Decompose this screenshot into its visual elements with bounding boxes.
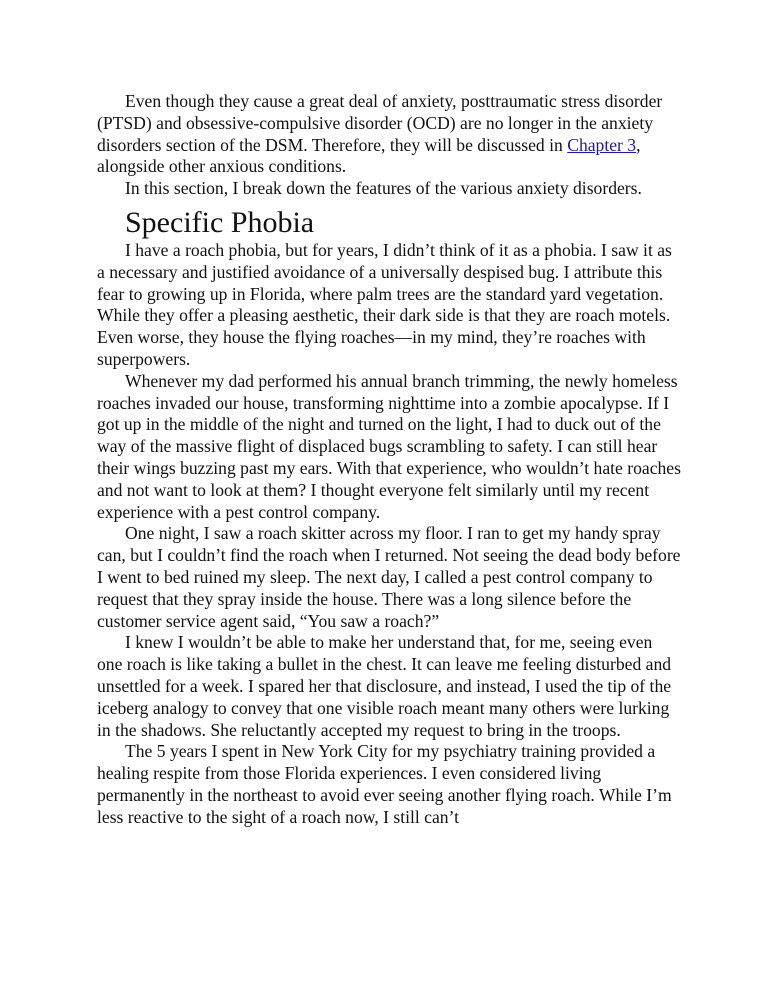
intro-paragraph-2: In this section, I break down the features of the various anxiety disorders. [125,178,642,199]
intro-text-after-link: , alongside other anxious conditions. [97,134,641,177]
intro-text-before-link: Even though they cause a great deal of anxiety, posttraumatic stress disorder (PTSD) and obsessive-compulsive disorder (OCD) are no longer in the anxiety disorders section of the DSM. Therefore, they will be discussed in [97,91,663,155]
text-column [97,91,682,829]
body-paragraph: Whenever my dad performed his annual branch trimming, the newly homeless roaches invaded our house, transforming nighttime into a zombie apocalypse. If I got up in the middle of the night and turned on the light, I had to duck out of the way of the massive flight of displaced bugs scrambling to safety. I can still hear their wings buzzing past my ears. With that experience, who wouldn’t hate roaches and not want to look at them? I thought everyone felt similarly until my recent experience with a pest control company. [97,370,681,522]
section-heading: Specific Phobia [125,205,315,239]
body-paragraph: I have a roach phobia, but for years, I didn’t think of it as a phobia. I saw it as a necessary and justified avoidance of a universally despised bug. I attribute this fear to growing up in Florida, where palm trees are the standard yard vegetation. While they offer a pleasing aesthetic, their dark side is that they are roach motels. Even worse, they house the flying roaches—in my mind, they’re roaches with superpowers. [97,239,672,369]
body-paragraph: One night, I saw a roach skitter across my floor. I ran to get my handy spray can, but I couldn’t find the roach when I returned. Not seeing the dead body before I went to bed ruined my sleep. The next day, I called a pest control company to request that they spray inside the house. There was a long silence before the customer service agent said, “You saw a roach?” [97,523,681,631]
body-paragraph: I knew I wouldn’t be able to make her understand that, for me, seeing even one roach is like taking a bullet in the chest. It can leave me feeling disturbed and unsettled for a week. I spared her that disclosure, and instead, I used the tip of the iceberg analogy to convey that one visible roach meant many others were lurking in the shadows. She reluctantly accepted my request to bring in the troops. [97,632,672,740]
body-paragraph: The 5 years I spent in New York City for my psychiatry training provided a healing respite from those Florida experiences. I even considered living permanently in the northeast to avoid ever seeing another flying roach. While I’m less reactive to the sight of a roach now, I still can’t [97,741,672,827]
intro-paragraph [97,91,682,178]
chapter-3-link[interactable]: Chapter 3 [567,134,637,155]
